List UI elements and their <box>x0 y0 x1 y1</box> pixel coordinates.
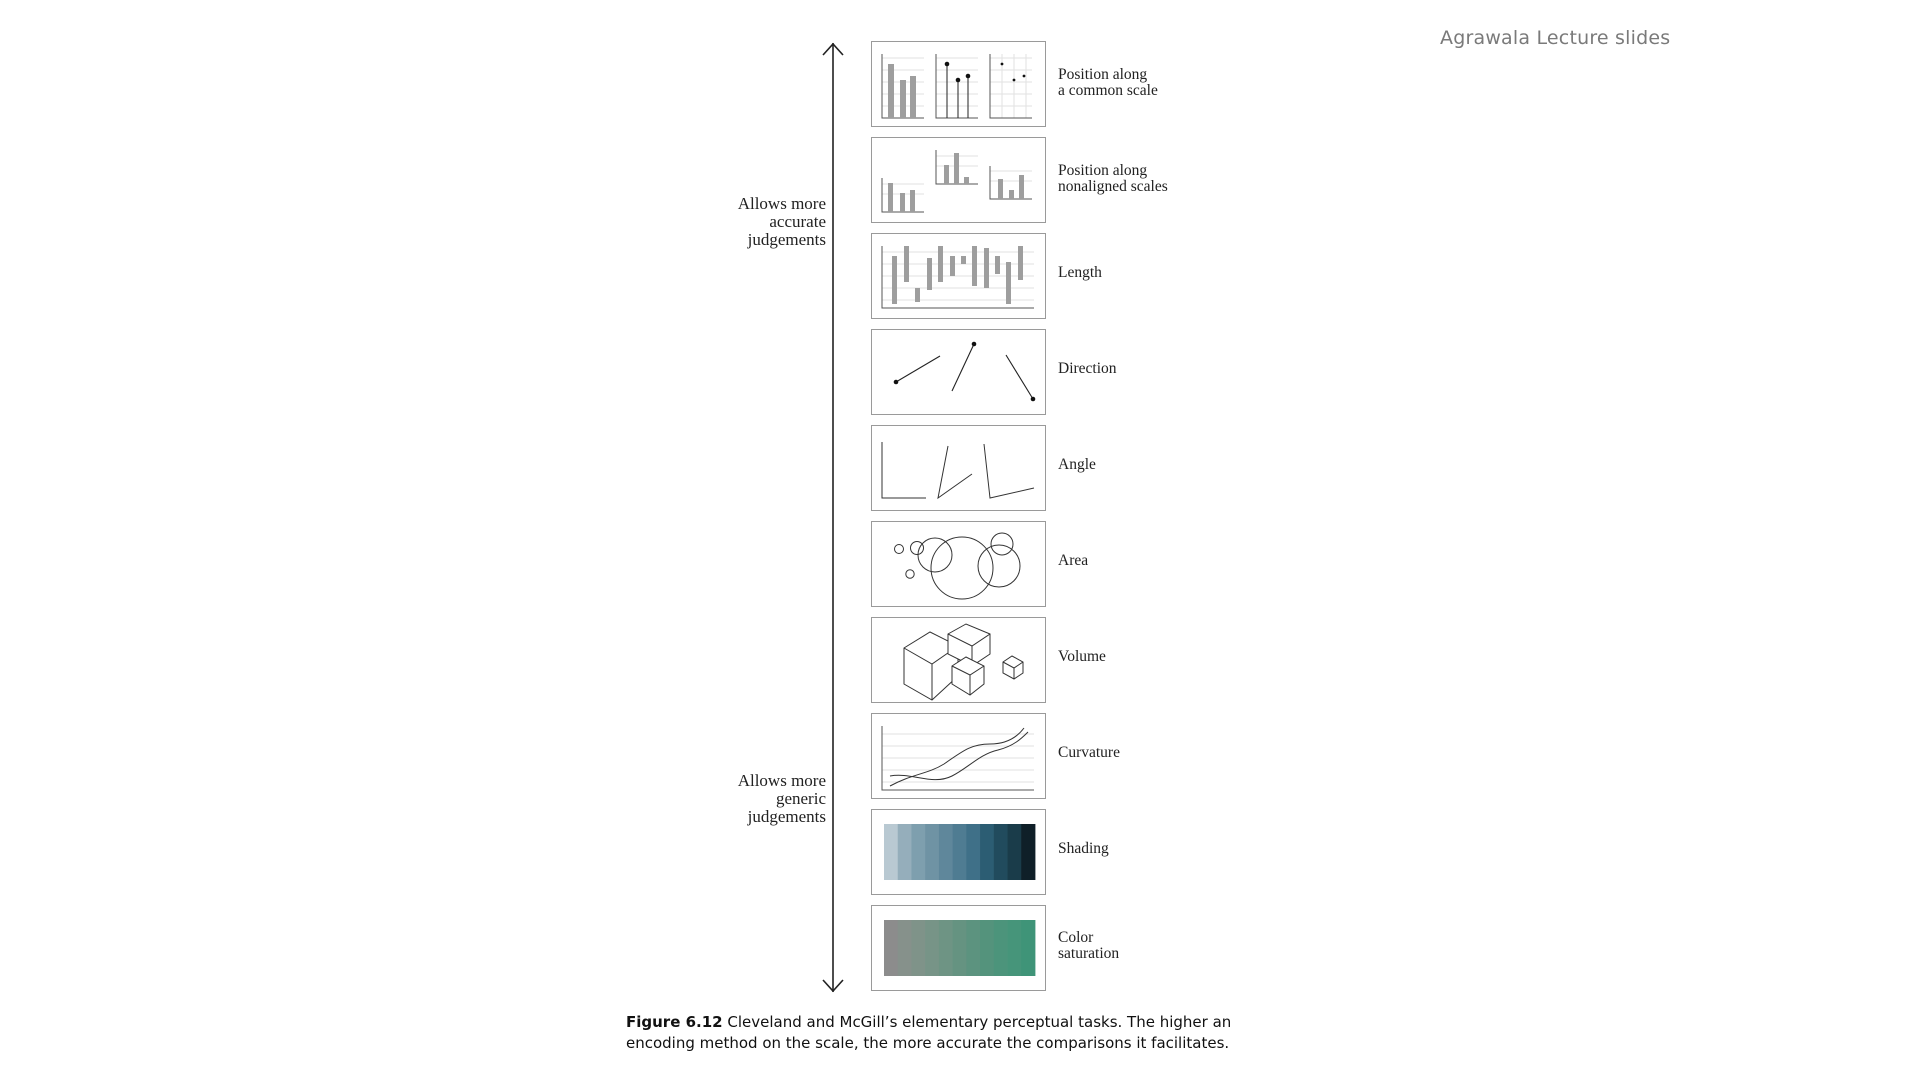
position-common-scale-illustration <box>872 42 1047 128</box>
position-nonaligned-scales-panel <box>871 137 1046 223</box>
shading-swatch <box>884 824 898 880</box>
accuracy-scale-arrow <box>818 40 848 1000</box>
shading-panel <box>871 809 1046 895</box>
figure-caption <box>626 1012 1286 1054</box>
shading-swatch <box>1021 824 1035 880</box>
angle-label: Angle <box>1058 456 1096 473</box>
curvature-label: Curvature <box>1058 744 1120 761</box>
position-nonaligned-scales-label: Position along nonaligned scales <box>1058 162 1168 195</box>
accurate-judgements-label: Allows more accurate judgements <box>737 194 826 249</box>
saturation-swatch <box>966 920 980 976</box>
color-saturation-label: Color saturation <box>1058 929 1120 962</box>
position-common-scale-label: Position along a common scale <box>1058 66 1158 99</box>
direction-panel <box>871 329 1046 415</box>
saturation-swatch <box>939 920 953 976</box>
shading-swatch <box>994 824 1008 880</box>
shading-illustration <box>872 810 1047 896</box>
angle-panel <box>871 425 1046 511</box>
saturation-swatch <box>953 920 967 976</box>
shading-swatch <box>980 824 994 880</box>
shading-swatch <box>939 824 953 880</box>
shading-swatch <box>1008 824 1022 880</box>
area-panel <box>871 521 1046 607</box>
saturation-swatch <box>911 920 925 976</box>
saturation-swatch <box>884 920 898 976</box>
color-saturation-panel <box>871 905 1046 991</box>
slide-credit: Agrawala Lecture slides <box>1440 27 1671 49</box>
shading-label: Shading <box>1058 840 1109 857</box>
saturation-swatch <box>898 920 912 976</box>
shading-swatch <box>966 824 980 880</box>
direction-label: Direction <box>1058 360 1117 377</box>
volume-label: Volume <box>1058 648 1106 665</box>
area-label: Area <box>1058 552 1089 569</box>
area-illustration <box>872 522 1047 608</box>
position-nonaligned-scales-illustration <box>872 138 1047 224</box>
volume-illustration <box>872 618 1047 704</box>
length-panel <box>871 233 1046 319</box>
curvature-illustration <box>872 714 1047 800</box>
length-label: Length <box>1058 264 1102 281</box>
length-illustration <box>872 234 1047 320</box>
shading-swatch <box>898 824 912 880</box>
curvature-panel <box>871 713 1046 799</box>
shading-swatch <box>911 824 925 880</box>
color-saturation-illustration <box>872 906 1047 992</box>
shading-swatch <box>925 824 939 880</box>
caption-text: Cleveland and McGill’s elementary perceptual tasks. The higher an encoding method on the scale, the more accurate the comparisons it facilitates. <box>626 1013 1232 1052</box>
saturation-swatch <box>980 920 994 976</box>
position-common-scale-panel <box>871 41 1046 127</box>
figure-number: Figure 6.12 <box>626 1013 723 1031</box>
saturation-swatch <box>994 920 1008 976</box>
angle-illustration <box>872 426 1047 512</box>
direction-illustration <box>872 330 1047 416</box>
saturation-swatch <box>925 920 939 976</box>
volume-panel <box>871 617 1046 703</box>
generic-judgements-label: Allows more generic judgements <box>737 771 826 826</box>
shading-swatch <box>953 824 967 880</box>
saturation-swatch <box>1021 920 1035 976</box>
saturation-swatch <box>1008 920 1022 976</box>
